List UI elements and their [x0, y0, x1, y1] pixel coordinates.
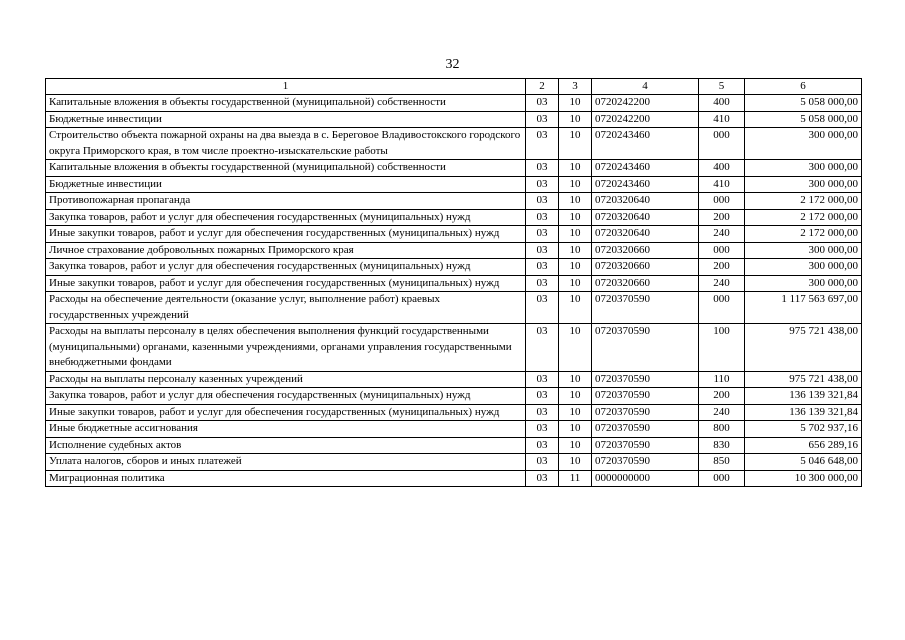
- row-subsection: 10: [559, 209, 592, 226]
- table-row: [46, 324, 862, 372]
- row-section: 03: [526, 324, 559, 372]
- row-section: 03: [526, 160, 559, 177]
- row-expense-type: 000: [699, 193, 745, 210]
- row-name: Иные закупки товаров, работ и услуг для обеспечения государственных (муниципальных) нужд: [46, 275, 526, 292]
- row-amount: 5 702 937,16: [745, 421, 862, 438]
- row-target-article: 0000000000: [592, 470, 699, 487]
- row-target-article: 0720370590: [592, 421, 699, 438]
- row-expense-type: 240: [699, 226, 745, 243]
- budget-table: [45, 78, 862, 487]
- header-col-5: 5: [699, 79, 745, 95]
- row-name: Закупка товаров, работ и услуг для обеспечения государственных (муниципальных) нужд: [46, 388, 526, 405]
- row-subsection: 10: [559, 242, 592, 259]
- row-amount: 300 000,00: [745, 259, 862, 276]
- header-row: [46, 79, 862, 95]
- row-section: 03: [526, 292, 559, 324]
- row-section: 03: [526, 388, 559, 405]
- row-target-article: 0720370590: [592, 404, 699, 421]
- row-amount: 5 046 648,00: [745, 454, 862, 471]
- row-subsection: 10: [559, 111, 592, 128]
- table-row: [46, 226, 862, 243]
- row-amount: 300 000,00: [745, 176, 862, 193]
- row-expense-type: 000: [699, 292, 745, 324]
- row-subsection: 10: [559, 388, 592, 405]
- row-name: Исполнение судебных актов: [46, 437, 526, 454]
- row-expense-type: 000: [699, 128, 745, 160]
- row-expense-type: 240: [699, 404, 745, 421]
- row-subsection: 10: [559, 259, 592, 276]
- row-subsection: 10: [559, 421, 592, 438]
- row-subsection: 10: [559, 95, 592, 112]
- table-row: [46, 95, 862, 112]
- row-subsection: 10: [559, 324, 592, 372]
- row-amount: 300 000,00: [745, 242, 862, 259]
- row-subsection: 11: [559, 470, 592, 487]
- row-target-article: 0720370590: [592, 324, 699, 372]
- row-amount: 300 000,00: [745, 275, 862, 292]
- row-subsection: 10: [559, 160, 592, 177]
- row-expense-type: 200: [699, 388, 745, 405]
- row-subsection: 10: [559, 292, 592, 324]
- page-number: 32: [445, 57, 460, 72]
- row-subsection: 10: [559, 371, 592, 388]
- row-section: 03: [526, 176, 559, 193]
- row-expense-type: 110: [699, 371, 745, 388]
- row-amount: 10 300 000,00: [745, 470, 862, 487]
- row-amount: 136 139 321,84: [745, 404, 862, 421]
- table-row: [46, 242, 862, 259]
- row-subsection: 10: [559, 193, 592, 210]
- row-section: 03: [526, 470, 559, 487]
- row-expense-type: 830: [699, 437, 745, 454]
- row-name: Миграционная политика: [46, 470, 526, 487]
- row-section: 03: [526, 226, 559, 243]
- row-target-article: 0720370590: [592, 454, 699, 471]
- table-row: [46, 470, 862, 487]
- row-expense-type: 850: [699, 454, 745, 471]
- table-row: [46, 193, 862, 210]
- row-subsection: 10: [559, 437, 592, 454]
- row-section: 03: [526, 421, 559, 438]
- row-target-article: 0720243460: [592, 176, 699, 193]
- row-target-article: 0720242200: [592, 111, 699, 128]
- row-section: 03: [526, 111, 559, 128]
- row-expense-type: 000: [699, 470, 745, 487]
- row-amount: 656 289,16: [745, 437, 862, 454]
- row-target-article: 0720243460: [592, 128, 699, 160]
- row-name: Закупка товаров, работ и услуг для обеспечения государственных (муниципальных) нужд: [46, 259, 526, 276]
- row-target-article: 0720320660: [592, 242, 699, 259]
- header-col-2: 2: [526, 79, 559, 95]
- row-name: Противопожарная пропаганда: [46, 193, 526, 210]
- row-name: Закупка товаров, работ и услуг для обеспечения государственных (муниципальных) нужд: [46, 209, 526, 226]
- row-section: 03: [526, 209, 559, 226]
- table-row: [46, 292, 862, 324]
- row-target-article: 0720370590: [592, 292, 699, 324]
- row-subsection: 10: [559, 128, 592, 160]
- row-name: Уплата налогов, сборов и иных платежей: [46, 454, 526, 471]
- row-expense-type: 410: [699, 111, 745, 128]
- row-name: Личное страхование добровольных пожарных Приморского края: [46, 242, 526, 259]
- row-amount: 5 058 000,00: [745, 111, 862, 128]
- header-col-3: 3: [559, 79, 592, 95]
- row-expense-type: 800: [699, 421, 745, 438]
- row-expense-type: 000: [699, 242, 745, 259]
- row-name: Капитальные вложения в объекты государственной (муниципальной) собственности: [46, 160, 526, 177]
- table-row: [46, 259, 862, 276]
- row-expense-type: 240: [699, 275, 745, 292]
- row-amount: 2 172 000,00: [745, 193, 862, 210]
- table-row: [46, 209, 862, 226]
- row-name: Строительство объекта пожарной охраны на два выезда в с. Береговое Владивостокского городского округа Приморского края, в том числе проектно-изыскательские работы: [46, 128, 526, 160]
- table-row: [46, 437, 862, 454]
- table-row: [46, 111, 862, 128]
- row-section: 03: [526, 404, 559, 421]
- row-target-article: 0720370590: [592, 371, 699, 388]
- row-subsection: 10: [559, 176, 592, 193]
- row-section: 03: [526, 95, 559, 112]
- table-row: [46, 454, 862, 471]
- table-row: [46, 176, 862, 193]
- row-amount: 136 139 321,84: [745, 388, 862, 405]
- row-section: 03: [526, 128, 559, 160]
- table-row: [46, 404, 862, 421]
- row-subsection: 10: [559, 404, 592, 421]
- row-amount: 300 000,00: [745, 160, 862, 177]
- table-row: [46, 421, 862, 438]
- row-expense-type: 400: [699, 95, 745, 112]
- row-amount: 2 172 000,00: [745, 226, 862, 243]
- row-target-article: 0720320640: [592, 209, 699, 226]
- budget-table-body: [46, 95, 862, 487]
- row-target-article: 0720320660: [592, 259, 699, 276]
- row-section: 03: [526, 259, 559, 276]
- row-amount: 975 721 438,00: [745, 324, 862, 372]
- row-section: 03: [526, 242, 559, 259]
- row-name: Бюджетные инвестиции: [46, 111, 526, 128]
- row-section: 03: [526, 275, 559, 292]
- row-target-article: 0720243460: [592, 160, 699, 177]
- row-subsection: 10: [559, 226, 592, 243]
- table-row: [46, 371, 862, 388]
- row-section: 03: [526, 371, 559, 388]
- row-expense-type: 200: [699, 259, 745, 276]
- table-row: [46, 388, 862, 405]
- table-row: [46, 160, 862, 177]
- row-target-article: 0720370590: [592, 388, 699, 405]
- row-name: Иные бюджетные ассигнования: [46, 421, 526, 438]
- row-expense-type: 400: [699, 160, 745, 177]
- row-amount: 975 721 438,00: [745, 371, 862, 388]
- row-expense-type: 200: [699, 209, 745, 226]
- table-row: [46, 128, 862, 160]
- header-col-6: 6: [745, 79, 862, 95]
- row-target-article: 0720242200: [592, 95, 699, 112]
- row-amount: 2 172 000,00: [745, 209, 862, 226]
- table-row: [46, 275, 862, 292]
- row-subsection: 10: [559, 275, 592, 292]
- row-name: Расходы на выплаты персоналу в целях обеспечения выполнения функций государственными (муниципальными) органами, казенными учреждениями, органами управления государственными внебюджетными фондами: [46, 324, 526, 372]
- row-section: 03: [526, 454, 559, 471]
- row-target-article: 0720320640: [592, 226, 699, 243]
- row-section: 03: [526, 193, 559, 210]
- row-target-article: 0720320660: [592, 275, 699, 292]
- row-amount: 1 117 563 697,00: [745, 292, 862, 324]
- row-name: Капитальные вложения в объекты государственной (муниципальной) собственности: [46, 95, 526, 112]
- row-target-article: 0720370590: [592, 437, 699, 454]
- row-name: Иные закупки товаров, работ и услуг для обеспечения государственных (муниципальных) нужд: [46, 404, 526, 421]
- row-section: 03: [526, 437, 559, 454]
- header-col-1: 1: [46, 79, 526, 95]
- row-expense-type: 100: [699, 324, 745, 372]
- row-subsection: 10: [559, 454, 592, 471]
- row-name: Иные закупки товаров, работ и услуг для обеспечения государственных (муниципальных) нужд: [46, 226, 526, 243]
- row-name: Бюджетные инвестиции: [46, 176, 526, 193]
- row-amount: 300 000,00: [745, 128, 862, 160]
- row-amount: 5 058 000,00: [745, 95, 862, 112]
- row-name: Расходы на обеспечение деятельности (оказание услуг, выполнение работ) краевых государственных учреждений: [46, 292, 526, 324]
- row-expense-type: 410: [699, 176, 745, 193]
- header-col-4: 4: [592, 79, 699, 95]
- row-target-article: 0720320640: [592, 193, 699, 210]
- row-name: Расходы на выплаты персоналу казенных учреждений: [46, 371, 526, 388]
